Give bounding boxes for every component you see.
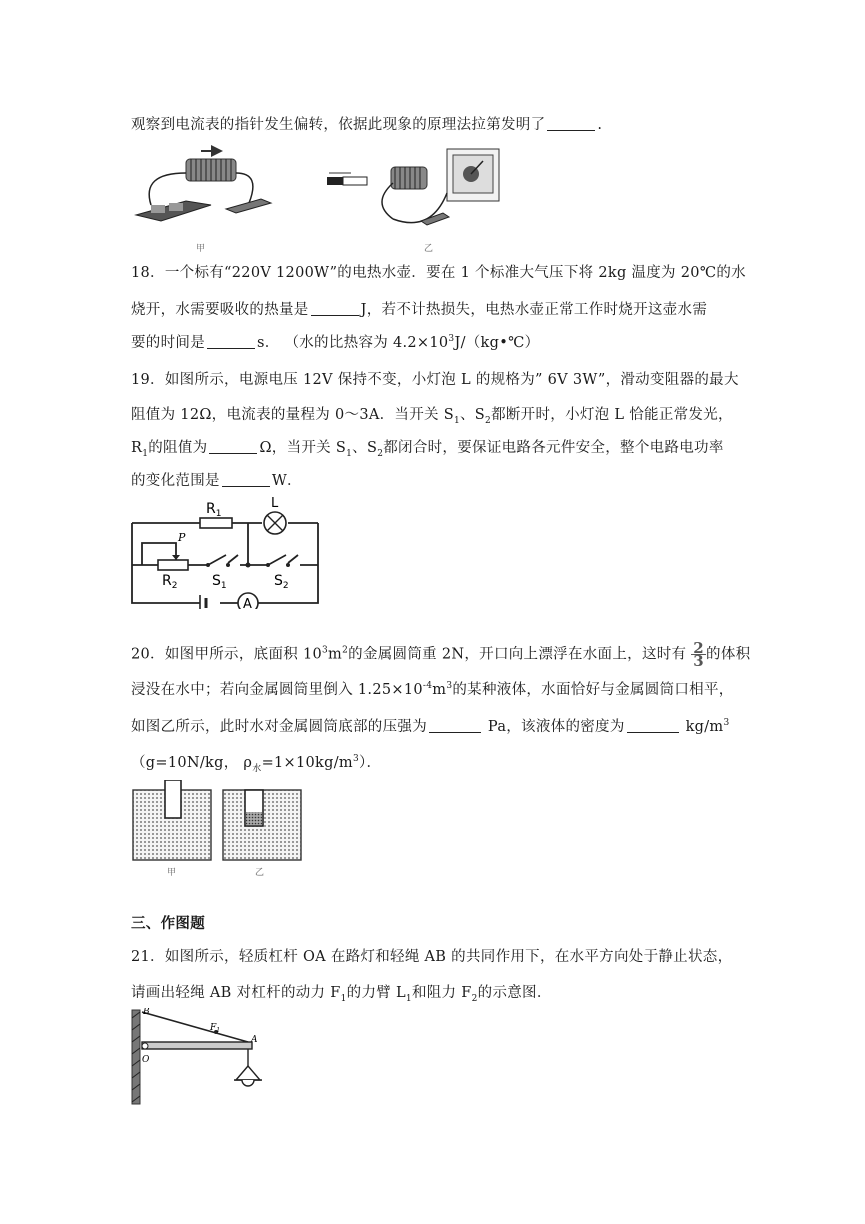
q17-label-jia: 甲 xyxy=(196,244,206,254)
svg-text:O: O xyxy=(142,1055,150,1065)
q17-fig-yi xyxy=(327,149,499,254)
q20-fig-jia xyxy=(133,780,211,878)
q21-lever-figure xyxy=(130,1008,290,1108)
battery-icon xyxy=(200,595,206,609)
q19-line-4: 的变化范围是 W． xyxy=(131,473,302,489)
svg-text:R2: $R_2$ xyxy=(162,573,178,591)
svg-text:甲: 甲 xyxy=(167,868,177,878)
svg-text:A: A xyxy=(251,1035,258,1045)
q18-blank-time[interactable] xyxy=(207,334,255,349)
pivot-o xyxy=(142,1043,148,1049)
q18-line-3: 要的时间是 s． （水的比热容为 $4.2\times 10^3J/(kg•℃)$ xyxy=(131,334,540,351)
q17-blank[interactable] xyxy=(547,116,595,131)
q17-label-yi: 乙 xyxy=(424,244,434,254)
q19-line-3: $R_1$的阻值为 Ω，当开关 $S_1$、$S_2$都闭合时，要保证电路各元件安全，整个电路电功率 xyxy=(131,440,724,459)
r1-resistor xyxy=(200,518,232,528)
q19-line-2: 阻值为 12Ω，电流表的量程为 0～3A．当开关 $S_1$、$S_2$都断开时，小灯泡 L 恰能正常发光， xyxy=(131,407,733,426)
svg-text:S1: $S_1$ xyxy=(212,573,227,591)
q19-blank-power[interactable] xyxy=(222,472,270,487)
lamp-icon xyxy=(264,512,286,534)
q19-blank-r1[interactable] xyxy=(209,439,257,454)
q17-text: 观察到电流表的指针发生偏转，依据此现象的原理法拉第发明了 . xyxy=(131,117,603,133)
q20-blank-pressure[interactable] xyxy=(429,718,481,733)
wall xyxy=(132,1010,140,1104)
q20-line-3: 如图乙所示，此时水对金属圆筒底部的压强为 Pa，该液体的密度为 $kg/m^3$ xyxy=(131,718,730,735)
svg-text:F1: $F_1$ xyxy=(210,1023,221,1034)
q17-fig-jia xyxy=(136,151,271,254)
rope-ab xyxy=(142,1012,248,1042)
s1-switch xyxy=(208,555,226,565)
q20-line-4: （g=10N/kg， $\rho_水=1\times 10kg/m^3$）． xyxy=(131,754,382,774)
svg-text:B: B xyxy=(143,1008,150,1017)
q20-fig-yi xyxy=(223,790,301,878)
q17-figure xyxy=(131,143,501,255)
q20-line-1: 20．如图甲所示，底面积 $10^3m^2$的金属圆筒重 2N，开口向上漂浮在水面上，这时有 $\frac{2}{3}$的体积 xyxy=(131,639,751,670)
ammeter-icon xyxy=(238,593,258,609)
svg-text:L: L xyxy=(271,497,279,511)
q19-circuit xyxy=(128,497,324,609)
q19-line-1: 19．如图所示，电源电压 12V 保持不变，小灯泡 L 的规格为” 6V 3W”，滑动变阻器的最大 xyxy=(131,372,739,388)
section-heading: 三、作图题 xyxy=(131,916,205,932)
lever-oa xyxy=(142,1042,252,1049)
street-lamp-icon xyxy=(234,1066,262,1086)
svg-text:P: P xyxy=(178,531,186,544)
q20-figure xyxy=(131,780,307,880)
q18-blank-heat[interactable] xyxy=(311,301,359,316)
svg-text:乙: 乙 xyxy=(255,868,265,878)
q20-fraction: $\frac{2}{3}$ xyxy=(693,639,705,670)
svg-text:S2: $S_2$ xyxy=(274,573,289,591)
r2-rheostat xyxy=(158,560,188,570)
q20-line-2: 浸没在水中；若向金属圆筒里倒入 $1.25\times 10^{-4}m^3$的某种液体，水面恰好与金属圆筒口相平， xyxy=(131,681,734,698)
q20-blank-density[interactable] xyxy=(627,718,679,733)
s2-switch xyxy=(268,555,286,565)
svg-text:R1: $R_1$ xyxy=(206,501,222,519)
q21-line-1: 21．如图所示，轻质杠杆 OA 在路灯和轻绳 AB 的共同作用下，在水平方向处于静止状态， xyxy=(131,949,733,965)
q18-line-2: 烧开，水需要吸收的热量是 J，若不计热损失，电热水壶正常工作时烧开这壶水需 xyxy=(131,302,708,318)
svg-text:A: A xyxy=(243,597,252,609)
q21-line-2: 请画出轻绳 AB 对杠杆的动力 $F_1$的力臂 $L_1$和阻力 $F_2$的示意图． xyxy=(131,985,552,1004)
q18-line-1: 18．一个标有“220V 1200W”的电热水壶．要在 1 个标准大气压下将 2kg 温度为 20℃的水 xyxy=(131,265,746,281)
